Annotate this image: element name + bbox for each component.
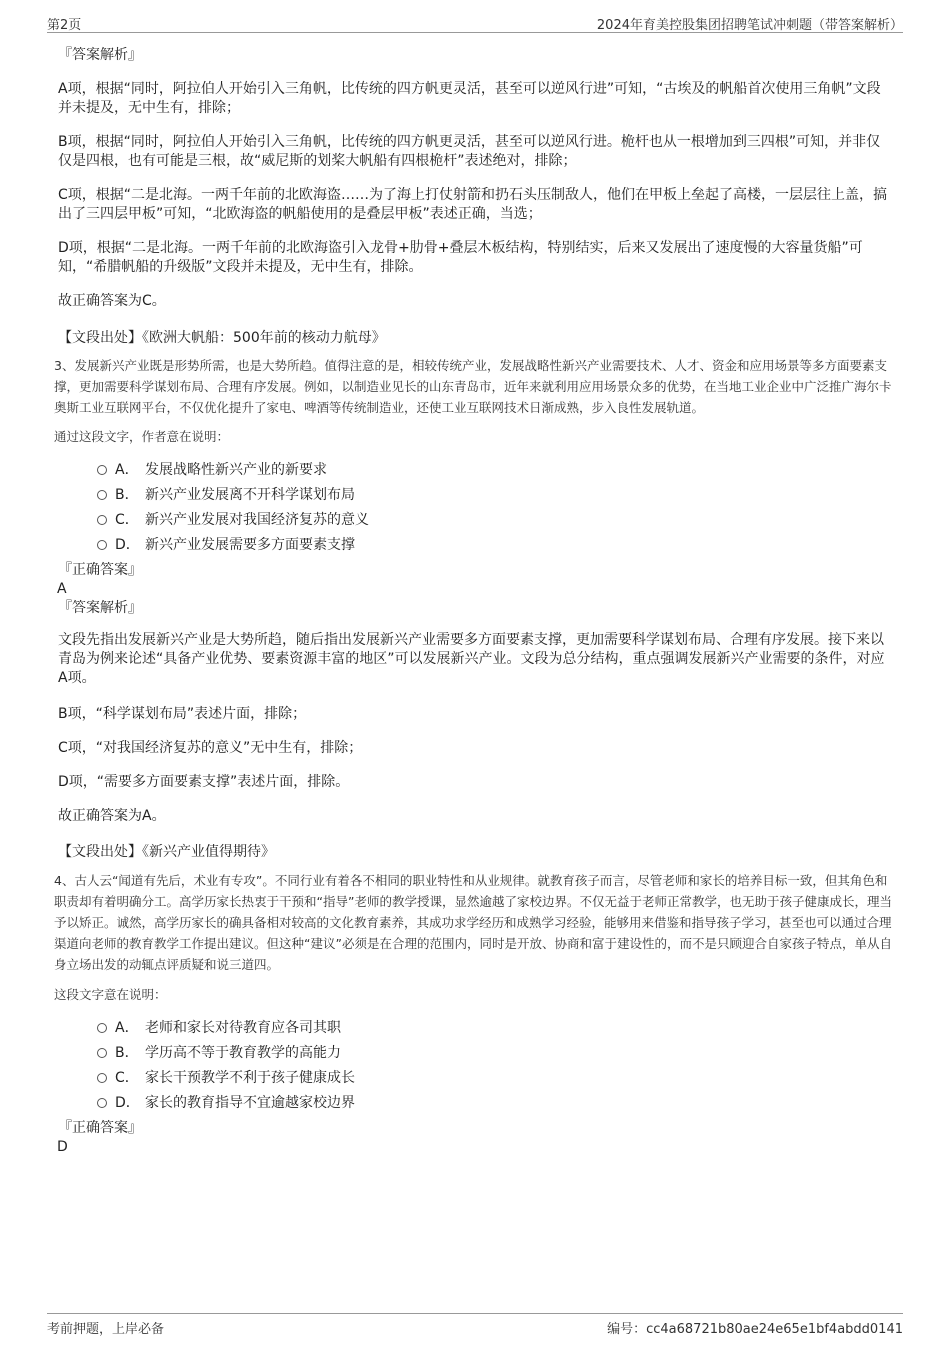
q4-answer: D <box>57 1139 68 1155</box>
q3-option-b[interactable]: B． 新兴产业发展离不开科学谋划布局 <box>58 486 893 511</box>
page-content <box>54 46 893 1157</box>
radio-icon[interactable] <box>97 1048 107 1058</box>
q3-analysis-main: 文段先指出发展新兴产业是大势所趋，随后指出发展新兴产业需要多方面要素支撑，更加需要科学谋划布局、合理有序发展。接下来以青岛为例来论述“具备产业优势、要素资源丰富的地区”可以发展新兴产业。文段为总分结构，重点强调发展新兴产业需要的条件，对应A项。 <box>58 632 885 686</box>
footer-code: 编号：cc4a68721b80ae24e65e1bf4abdd0141 <box>607 1322 903 1337</box>
q3-conclusion: 故正确答案为A。 <box>58 808 166 824</box>
page-number: 第2页 <box>47 18 82 33</box>
q4-options <box>58 1019 893 1119</box>
radio-icon[interactable] <box>97 1023 107 1033</box>
q2-analysis-a: A项，根据“同时，阿拉伯人开始引入三角帆，比传统的四方帆更灵活，甚至可以逆风行进”可知，“古埃及的帆船首次使用三角帆”文段并未提及，无中生有，排除； <box>58 81 881 116</box>
footer-slogan: 考前押题，上岸必备 <box>47 1322 165 1337</box>
q4-option-b[interactable]: B． 学历高不等于教育教学的高能力 <box>58 1044 893 1069</box>
q2-analysis-b: B项，根据“同时，阿拉伯人开始引入三角帆，比传统的四方帆更灵活，甚至可以逆风行进。桅杆也从一根增加到三四根”可知，并非仅仅是四根，也有可能是三根，故“威尼斯的划桨大帆船有四根桅杆”表述绝对，排除； <box>58 134 881 169</box>
q3-options <box>58 461 893 561</box>
radio-icon[interactable] <box>97 1098 107 1108</box>
q2-analysis-title: 『答案解析』 <box>58 47 142 63</box>
q3-analysis-d: D项，“需要多方面要素支撑”表述片面，排除。 <box>58 774 350 790</box>
q4-option-d[interactable]: D． 家长的教育指导不宜逾越家校边界 <box>58 1094 893 1119</box>
q3-option-c[interactable]: C． 新兴产业发展对我国经济复苏的意义 <box>58 511 893 536</box>
q3-option-d[interactable]: D． 新兴产业发展需要多方面要素支撑 <box>58 536 893 561</box>
radio-icon[interactable] <box>97 465 107 475</box>
q2-analysis-d: D项，根据“二是北海。一两千年前的北欧海盗引入龙骨+肋骨+叠层木板结构，特别结实，后来又发展出了速度慢的大容量货船”可知，“希腊帆船的升级版”文段并未提及，无中生有，排除。 <box>58 240 863 275</box>
q3-prompt: 通过这段文字，作者意在说明： <box>54 429 230 444</box>
q3-stem: 3、发展新兴产业既是形势所需，也是大势所趋。值得注意的是，相较传统产业，发展战略性新兴产业需要技术、人才、资金和应用场景等多方面要素支撑，更加需要科学谋划布局、合理有序发展。例如，以制造业见长的山东青岛市，近年来就利用应用场景众多的优势，在当地工业企业中广泛推广海尔卡奥斯工业互联网平台，不仅优化提升了家电、啤酒等传统制造业，还使工业互联网技术日渐成熟，步入良性发展轨道。 <box>54 358 892 415</box>
q3-answer-title: 『正确答案』 <box>58 562 142 578</box>
q2-conclusion: 故正确答案为C。 <box>58 293 166 309</box>
q3-option-a[interactable]: A． 发展战略性新兴产业的新要求 <box>58 461 893 486</box>
q4-option-a[interactable]: A． 老师和家长对待教育应各司其职 <box>58 1019 893 1044</box>
radio-icon[interactable] <box>97 540 107 550</box>
q4-option-c[interactable]: C． 家长干预教学不利于孩子健康成长 <box>58 1069 893 1094</box>
q3-source: 【文段出处】《新兴产业值得期待》 <box>58 844 275 860</box>
q2-source: 【文段出处】《欧洲大帆船：500年前的核动力航母》 <box>58 330 386 346</box>
q4-stem: 4、古人云“闻道有先后，术业有专攻”。不同行业有着各不相同的职业特性和从业规律。就教育孩子而言，尽管老师和家长的培养目标一致，但其角色和职责却有着明确分工。高学历家长热衷于干预和“指导”老师的教学授课，显然逾越了家校边界。不仅无益于老师正常教学，也无助于孩子健康成长，理当予以矫正。诚然，高学历家长的确具备相对较高的文化教育素养，其成功求学经历和成熟学习经验，能够用来借鉴和指导孩子学习，甚至也可以通过合理渠道向老师的教育教学工作提出建议。但这种“建议”必须是在合理的范围内，同时是开放、协商和富于建设性的，而不是只顾迎合自家孩子特点，单从自身立场出发的动辄点评质疑和说三道四。 <box>54 873 892 972</box>
document-title: 2024年育美控股集团招聘笔试冲刺题（带答案解析） <box>596 18 903 33</box>
q4-answer-title: 『正确答案』 <box>58 1120 142 1136</box>
page-header <box>47 10 903 33</box>
q3-analysis-title: 『答案解析』 <box>58 600 142 616</box>
radio-icon[interactable] <box>97 490 107 500</box>
q3-analysis-c: C项，“对我国经济复苏的意义”无中生有，排除； <box>58 740 363 756</box>
q3-answer: A <box>57 581 67 597</box>
radio-icon[interactable] <box>97 1073 107 1083</box>
q2-analysis-c: C项，根据“二是北海。一两千年前的北欧海盗……为了海上打仗射箭和扔石头压制敌人，他们在甲板上垒起了高楼，一层层往上盖，搞出了三四层甲板”可知，“北欧海盗的帆船使用的是叠层甲板”表述正确，当选； <box>58 187 888 222</box>
radio-icon[interactable] <box>97 515 107 525</box>
q4-prompt: 这段文字意在说明： <box>54 987 167 1002</box>
q3-analysis-b: B项，“科学谋划布局”表述片面，排除； <box>58 706 307 722</box>
page-footer <box>47 1313 903 1337</box>
